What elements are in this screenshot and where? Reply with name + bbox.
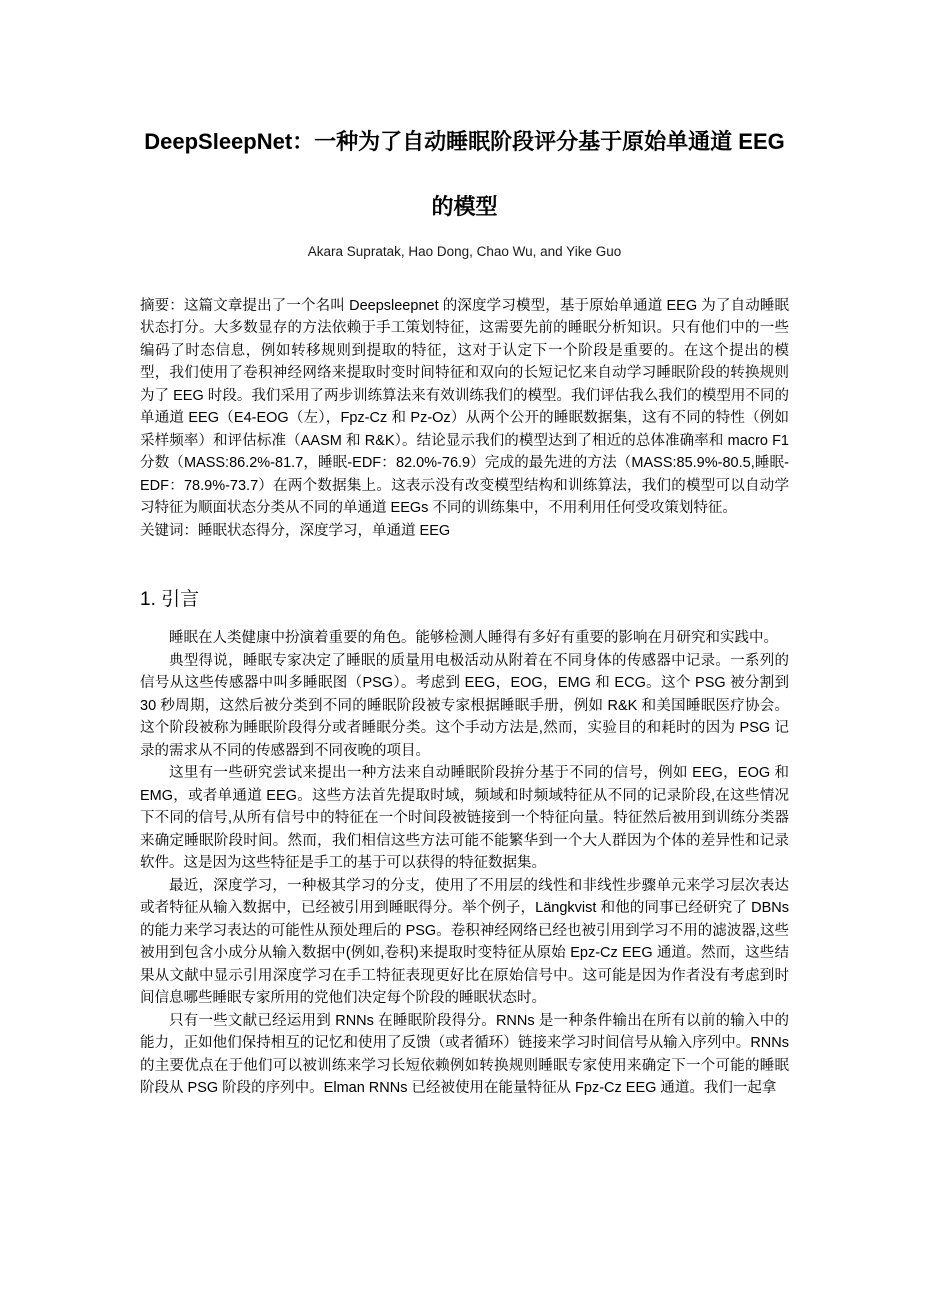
introduction-section <box>140 627 789 1100</box>
body-paragraph: 只有一些文献已经运用到 RNNs 在睡眠阶段得分。RNNs 是一种条件输出在所有以前的输入中的能力，正如他们保持相互的记忆和使用了反馈（或者循环）链接来学习时间信号从输入序列中。RNNs 的主要优点在于他们可以被训练来学习长短依赖例如转换规则睡眠专家使用来确定下一个可能的睡眠阶段从 PSG 阶段的序列中。Elman RNNs 已经被使用在能量特征从 Fpz-Cz EEG 通道。我们一起拿 <box>140 1012 789 1097</box>
abstract-paragraph: 摘要：这篇文章提出了一个名叫 Deepsleepnet 的深度学习模型，基于原始单通道 EEG 为了自动睡眠状态打分。大多数显存的方法依赖于手工策划特征，这需要先前的睡眠分析知识。只有他们中的一些编码了时态信息，例如转移规则到提取的特征，这对于认定下一个阶段是重要的。在这个提出的模型，我们使用了卷积神经网络来提取时变时间特征和双向的长短记忆来自动学习睡眠阶段的转换规则为了 EEG 时段。我们采用了两步训练算法来有效训练我们的模型。我们评估我么我们的模型用不同的单通道 EEG（E4-EOG（左），Fpz-Cz 和 Pz-Oz）从两个公开的睡眠数据集，这有不同的特性（例如采样频率）和评估标准（AASM 和 R&K）。结论显示我们的模型达到了相近的总体准确率和 macro F1 分数（MASS:86.2%-81.7，睡眠-EDF：82.0%-76.9）完成的最先进的方法（MASS:85.9%-80.5,睡眠-EDF：78.9%-73.7）在两个数据集上。这表示没有改变模型结构和训练算法，我们的模型可以自动学习特征为顺面状态分类从不同的单通道 EEGs 不同的训练集中，不用利用任何受攻策划特征。 <box>140 297 789 517</box>
body-paragraph: 最近，深度学习，一种极其学习的分支，使用了不用层的线性和非线性步骤单元来学习层次表达或者特征从输入数据中，已经被引用到睡眠得分。举个例子，Längkvist 和他的同事已经研究了 DBNs 的能力来学习表达的可能性从预处理后的 PSG。卷积神经网络已经也被引用到学习不用的滤波器,这些被用到包含小成分从输入数据中(例如,卷积)来提取时变特征从原始 Epz-Cz EEG 通道。然而，这些结果从文献中显示引用深度学习在手工特征表现更好比在原始信号中。这可能是因为作者没有考虑到时间信息哪些睡眠专家所用的党他们决定每个阶段的睡眠状态时。 <box>140 877 789 1007</box>
paper-title-line2: 的模型 <box>431 193 498 219</box>
body-paragraph: 这里有一些研究尝试来提出一种方法来自动睡眠阶段拚分基于不同的信号，例如 EEG，EOG 和 EMG，或者单通道 EEG。这些方法首先提取时域，频域和时频域特征从不同的记录阶段,在这些情况下不同的信号,从所有信号中的特征在一个时间段被链接到一个特征向量。特征然后被用到训练分类器来确定睡眠阶段时间。然而，我们相信这些方法可能不能繁华到一个大人群因为个体的差异性和记录软件。这是因为这些特征是手工的基于可以获得的特征数据集。 <box>140 765 789 872</box>
body-paragraph: 睡眠在人类健康中扮演着重要的角色。能够检测人睡得有多好有重要的影响在月研究和实践中。 <box>169 630 778 647</box>
section-heading-introduction: 1. 引言 <box>140 589 200 611</box>
authors-line: Akara Supratak, Hao Dong, Chao Wu, and Yike Guo <box>307 243 622 259</box>
paper-title <box>140 110 789 240</box>
body-paragraph: 典型得说，睡眠专家决定了睡眠的质量用电极活动从附着在不同身体的传感器中记录。一系列的信号从这些传感器中叫多睡眠图（PSG）。考虑到 EEG，EOG，EMG 和 ECG。这个 PSG 被分割到 30 秒周期，这然后被分类到不同的睡眠阶段被专家根据睡眠手册，例如 R&K 和美国睡眠医疗协会。这个阶段被称为睡眠阶段得分或者睡眠分类。这个手动方法是,然而，实验目的和耗时的因为 PSG 记录的需求从不同的传感器到不同夜晚的项目。 <box>140 652 789 759</box>
paper-title-line1: DeepSleepNet：一种为了自动睡眠阶段评分基于原始单通道 EEG <box>144 129 785 154</box>
keywords-line: 关键词：睡眠状态得分，深度学习，单通道 EEG <box>140 522 451 539</box>
